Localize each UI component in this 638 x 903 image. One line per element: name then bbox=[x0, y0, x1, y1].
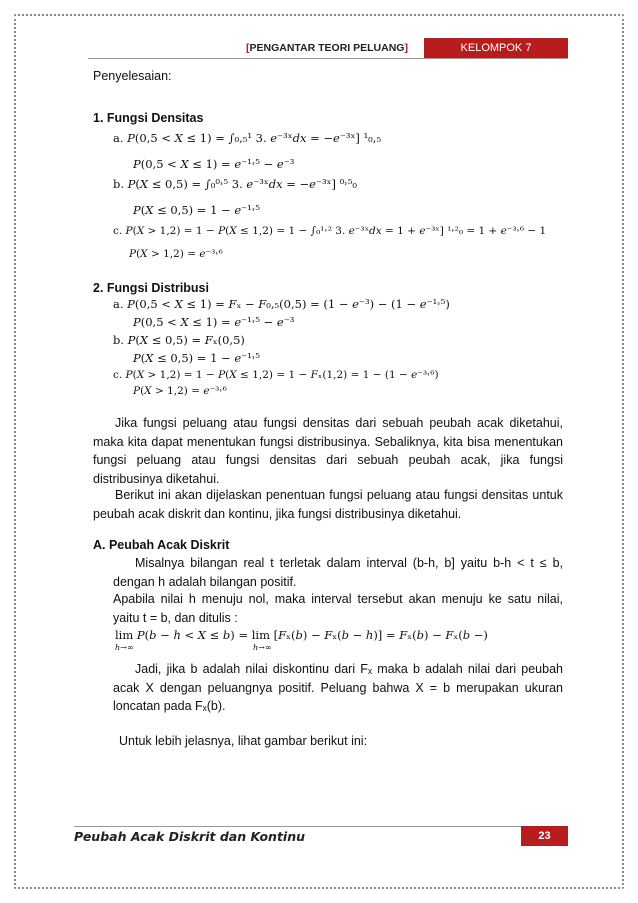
s1-line-a-result: 𝑃(0,5 < 𝑋 ≤ 1) = 𝑒⁻¹˒⁵ − 𝑒⁻³ bbox=[133, 157, 295, 171]
page-number: 23 bbox=[521, 826, 568, 846]
header-title: [PENGANTAR TEORI PELUANG] bbox=[246, 42, 408, 54]
s2-line-a-result: 𝑃(0,5 < 𝑋 ≤ 1) = 𝑒⁻¹˒⁵ − 𝑒⁻³ bbox=[133, 315, 295, 329]
intro-text: Penyelesaian: bbox=[93, 69, 172, 83]
group-badge: KELOMPOK 7 bbox=[424, 38, 568, 58]
footer-title: Peubah Acak Diskrit dan Kontinu bbox=[74, 829, 306, 844]
s2-line-c: c. 𝑃(𝑋 > 1,2) = 1 − 𝑃(𝑋 ≤ 1,2) = 1 − 𝐹ₓ(1,2) = 1 − (1 − 𝑒⁻³˒⁶) bbox=[113, 369, 439, 381]
s1-line-c-result: 𝑃(𝑋 > 1,2) = 𝑒⁻³˒⁶ bbox=[129, 248, 223, 260]
limit-equation: lim 𝑃(𝑏 − ℎ < 𝑋 ≤ 𝑏) = lim [𝐹ₓ(𝑏) − 𝐹ₓ(𝑏 − ℎ)] = 𝐹ₓ(𝑏) − 𝐹ₓ(𝑏 −) bbox=[115, 628, 488, 642]
s2-line-c-result: 𝑃(𝑋 > 1,2) = 𝑒⁻³˒⁶ bbox=[133, 385, 227, 397]
limit-subscript-2: ℎ→∞ bbox=[253, 643, 272, 652]
s1-line-b: b. 𝑃(𝑋 ≤ 0,5) = ∫₀⁰˒⁵ 3. 𝑒⁻³ˣ𝑑𝑥 = −𝑒⁻³ˣ] ⁰˒⁵₀ bbox=[113, 177, 358, 191]
header-divider bbox=[88, 58, 568, 59]
section2-heading: 2. Fungsi Distribusi bbox=[93, 281, 209, 295]
s1-line-b-result: 𝑃(𝑋 ≤ 0,5) = 1 − 𝑒⁻¹˒⁵ bbox=[133, 203, 260, 217]
s2-line-b: b. 𝑃(𝑋 ≤ 0,5) = 𝐹ₓ(0,5) bbox=[113, 333, 245, 347]
section1-heading: 1. Fungsi Densitas bbox=[93, 111, 204, 125]
sectionA-paragraph-4: Untuk lebih jelasnya, lihat gambar berikut ini: bbox=[119, 734, 368, 748]
sectionA-paragraph-1: Misalnya bilangan real t terletak dalam interval (b-h, b] yaitu b-h < t ≤ b, dengan h adalah bilangan positif. bbox=[113, 556, 563, 589]
footer-divider bbox=[74, 826, 568, 827]
sectionA-paragraph-3: Jadi, jika b adalah nilai diskontinu dari Fₓ maka b adalah nilai dari peubah acak X dengan peluangnya positif. Peluang bahwa X = b merupakan ukuran loncatan pada Fₓ(b). bbox=[113, 662, 563, 713]
s2-line-a: a. 𝑃(0,5 < 𝑋 ≤ 1) = 𝐹ₓ − 𝐹₀,₅(0,5) = (1 − 𝑒⁻³) − (1 − 𝑒⁻¹˒⁵) bbox=[113, 297, 450, 311]
paragraph-1: Jika fungsi peluang atau fungsi densitas dari sebuah peubah acak diketahui, maka kita dapat menentukan fungsi distribusinya. Sebaliknya, kita bisa menentukan fungsi peluang atau fungsi densitas dari sebuah peubah acak, jika fungsi distribusinya diketahui. bbox=[93, 416, 563, 486]
s1-line-a: a. 𝑃(0,5 < 𝑋 ≤ 1) = ∫₀,₅¹ 3. 𝑒⁻³ˣ𝑑𝑥 = −𝑒⁻³ˣ] ¹₀,₅ bbox=[113, 131, 382, 145]
s1-line-c: c. 𝑃(𝑋 > 1,2) = 1 − 𝑃(𝑋 ≤ 1,2) = 1 − ∫₀¹˒² 3. 𝑒⁻³ˣ𝑑𝑥 = 1 + 𝑒⁻³ˣ] ¹˒²₀ = 1 + 𝑒⁻³˒⁶ − 1 bbox=[113, 225, 547, 237]
sectionA-paragraph-2: Apabila nilai h menuju nol, maka interval tersebut akan menuju ke satu nilai, yaitu t = b, dan ditulis : bbox=[113, 592, 563, 625]
sectionA-heading: A. Peubah Acak Diskrit bbox=[93, 538, 230, 552]
limit-subscript: ℎ→∞ bbox=[115, 643, 134, 652]
paragraph-2: Berikut ini akan dijelaskan penentuan fungsi peluang atau fungsi densitas untuk peubah acak diskrit dan kontinu, jika fungsi distribusinya diketahui. bbox=[93, 488, 563, 521]
s2-line-b-result: 𝑃(𝑋 ≤ 0,5) = 1 − 𝑒⁻¹˒⁵ bbox=[133, 351, 260, 365]
